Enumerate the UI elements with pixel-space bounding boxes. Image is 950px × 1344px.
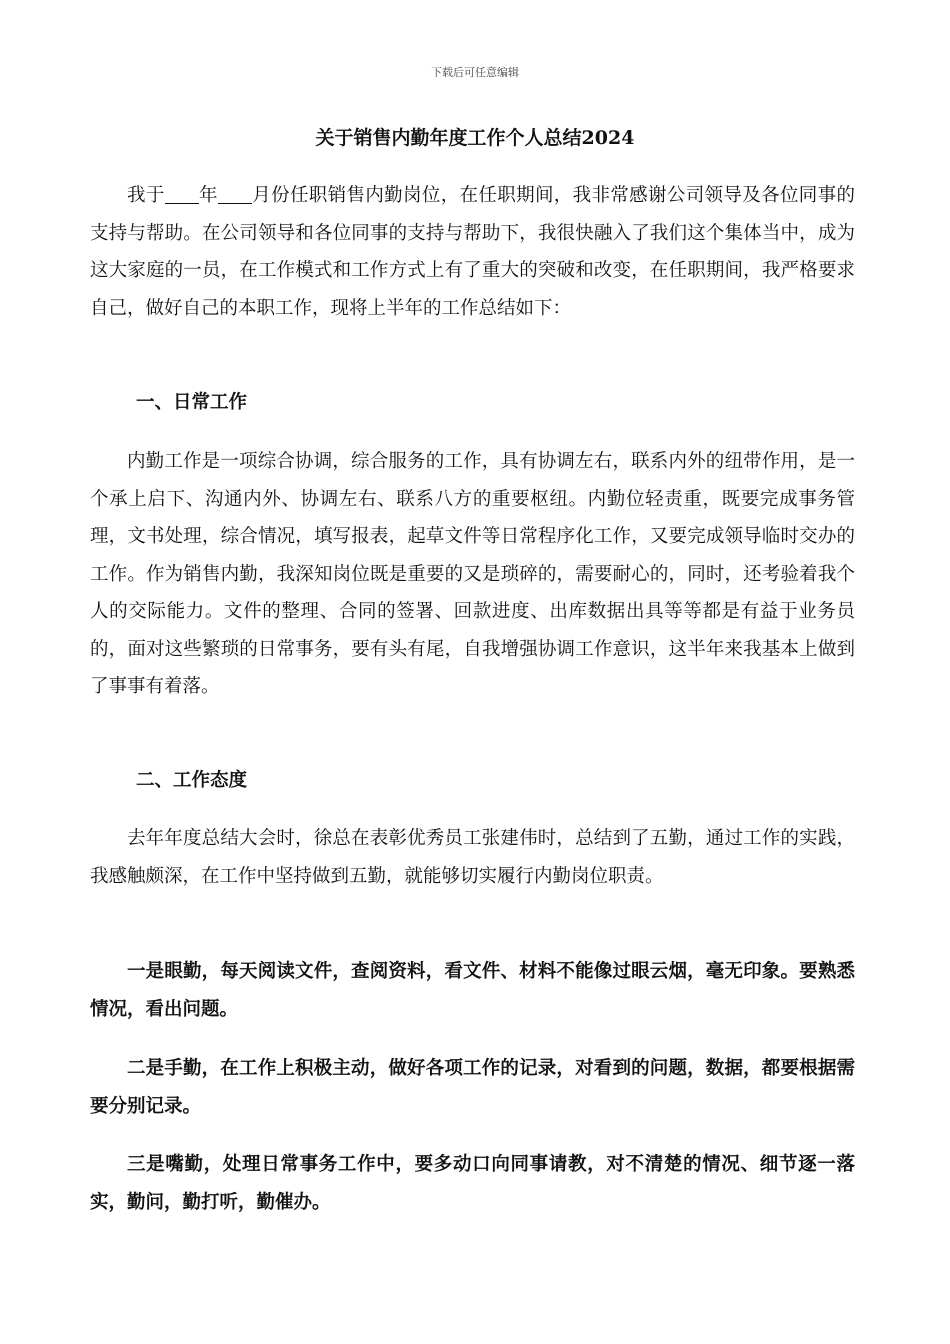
month-blank bbox=[218, 185, 252, 205]
intro-text-3: 月份任职销售内勤岗位，在任职期间，我非常感谢公司领导及各位同事的支持与帮助。在公司领导和各位同事的支持与帮助下，我很快融入了我们这个集体当中，成为这大家庭的一员，在工作模式和工作方式上有了重大的突破和改变，在任职期间，我严格要求自己，做好自己的本职工作，现将上半年的工作总结如下： bbox=[90, 185, 855, 319]
page-header-note: 下载后可任意编辑 bbox=[431, 66, 519, 79]
intro-text-1: 我于 bbox=[127, 185, 165, 206]
intro-text-2: 年 bbox=[198, 185, 218, 206]
point-hand-diligence: 二是手勤，在工作上积极主动，做好各项工作的记录，对看到的问题，数据，都要根据需要分别记录。 bbox=[90, 1058, 855, 1117]
year-blank bbox=[165, 185, 199, 205]
section-heading-daily-work: 一、日常工作 bbox=[136, 392, 248, 413]
document-title: 关于销售内勤年度工作个人总结2024 bbox=[315, 127, 635, 149]
section-heading-work-attitude: 二、工作态度 bbox=[136, 770, 248, 791]
intro-paragraph bbox=[90, 177, 855, 327]
daily-work-paragraph: 内勤工作是一项综合协调，综合服务的工作，具有协调左右，联系内外的纽带作用，是一个承上启下、沟通内外、协调左右、联系八方的重要枢纽。内勤位轻责重，既要完成事务管理，文书处理，综合情况，填写报表，起草文件等日常程序化工作，又要完成领导临时交办的工作。作为销售内勤，我深知岗位既是重要的又是琐碎的，需要耐心的，同时，还考验着我个人的交际能力。文件的整理、合同的签署、回款进度、出库数据出具等等都是有益于业务员的，面对这些繁琐的日常事务，要有头有尾，自我增强协调工作意识，这半年来我基本上做到了事事有着落。 bbox=[90, 451, 855, 697]
work-attitude-paragraph: 去年年度总结大会时，徐总在表彰优秀员工张建伟时，总结到了五勤，通过工作的实践，我感触颇深，在工作中坚持做到五勤，就能够切实履行内勤岗位职责。 bbox=[90, 828, 855, 887]
point-mouth-diligence: 三是嘴勤，处理日常事务工作中，要多动口向同事请教，对不清楚的情况、细节逐一落实，勤问，勤打听，勤催办。 bbox=[90, 1154, 855, 1213]
point-eye-diligence: 一是眼勤，每天阅读文件，查阅资料，看文件、材料不能像过眼云烟，毫无印象。要熟悉情况，看出问题。 bbox=[90, 961, 855, 1020]
